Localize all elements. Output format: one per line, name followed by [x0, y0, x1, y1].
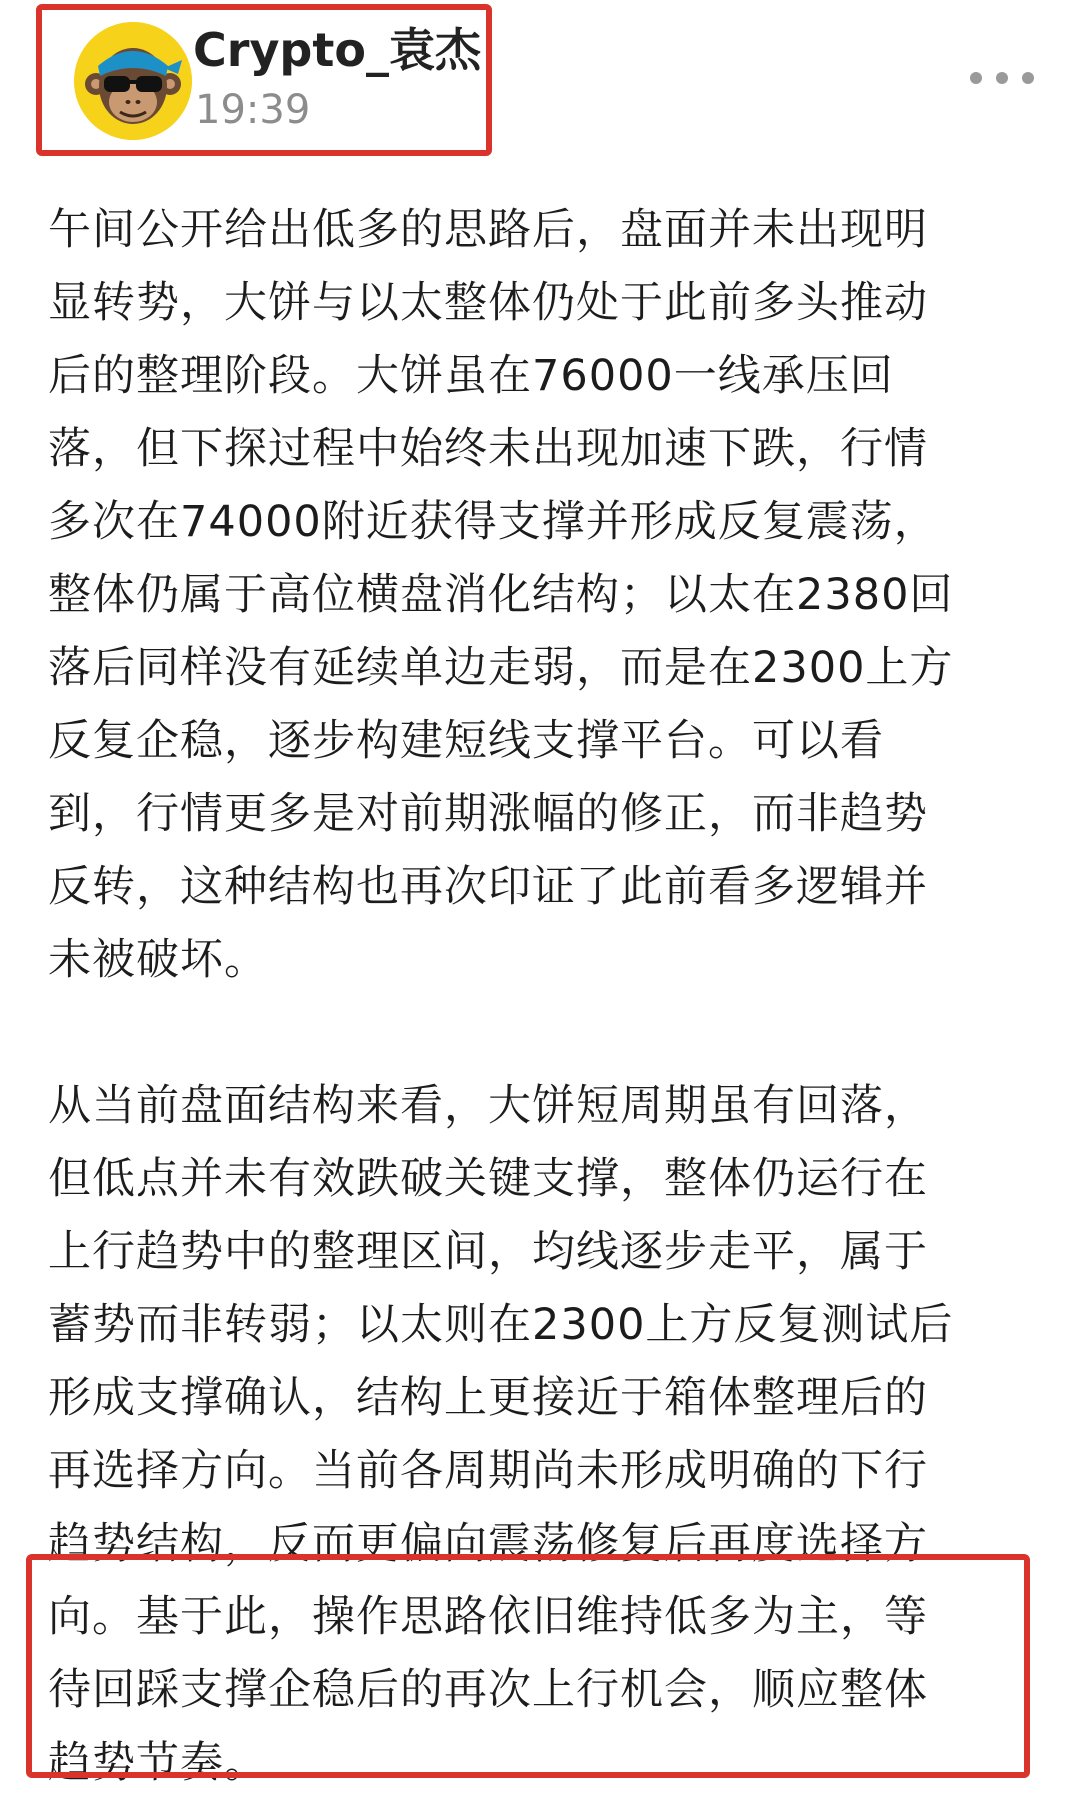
author-name[interactable]: Crypto_袁杰 [193, 23, 481, 77]
more-horizontal-icon [1022, 72, 1034, 84]
more-horizontal-icon [996, 72, 1008, 84]
more-options-button[interactable] [970, 62, 1034, 94]
post-timestamp: 19:39 [195, 87, 311, 133]
monkey-with-bandana-and-sunglasses-icon [74, 22, 192, 140]
post-paragraph: 午间公开给出低多的思路后，盘面并未出现明 显转势，大饼与以太整体仍处于此前多头推动 后的整理阶段。大饼虽在76000一线承压回 落，但下探过程中始终未出现加速下跌，行情 多次在74000附近获得支撑并形成反复震荡， 整体仍属于高位横盘消化结构；以太在2380回 落后同样没有延续单边走弱，而是在2300上方 反复企稳，逐步构建短线支撑平台。可以看 到，行情更多是对前期涨幅的修正，而非趋势 反转，这种结构也再次印证了此前看多逻辑并 未被破坏。 [48, 205, 954, 985]
post-body [48, 194, 1033, 1800]
author-avatar[interactable] [74, 22, 192, 140]
post-paragraph: 从当前盘面结构来看，大饼短周期虽有回落， 但低点并未有效跌破关键支撑，整体仍运行在 上行趋势中的整理区间，均线逐步走平，属于 蓄势而非转弱；以太则在2300上方反复测试后 形成支撑确认，结构上更接近于箱体整理后的 再选择方向。当前各周期尚未形成明确的下行 趋势结构，反而更偏向震荡修复后再度选择方 向。基于此，操作思路依旧维持低多为主，等 待回踩支撑企稳后的再次上行机会，顺应整体 趋势节奏。 [48, 1081, 954, 1788]
more-horizontal-icon [970, 72, 982, 84]
